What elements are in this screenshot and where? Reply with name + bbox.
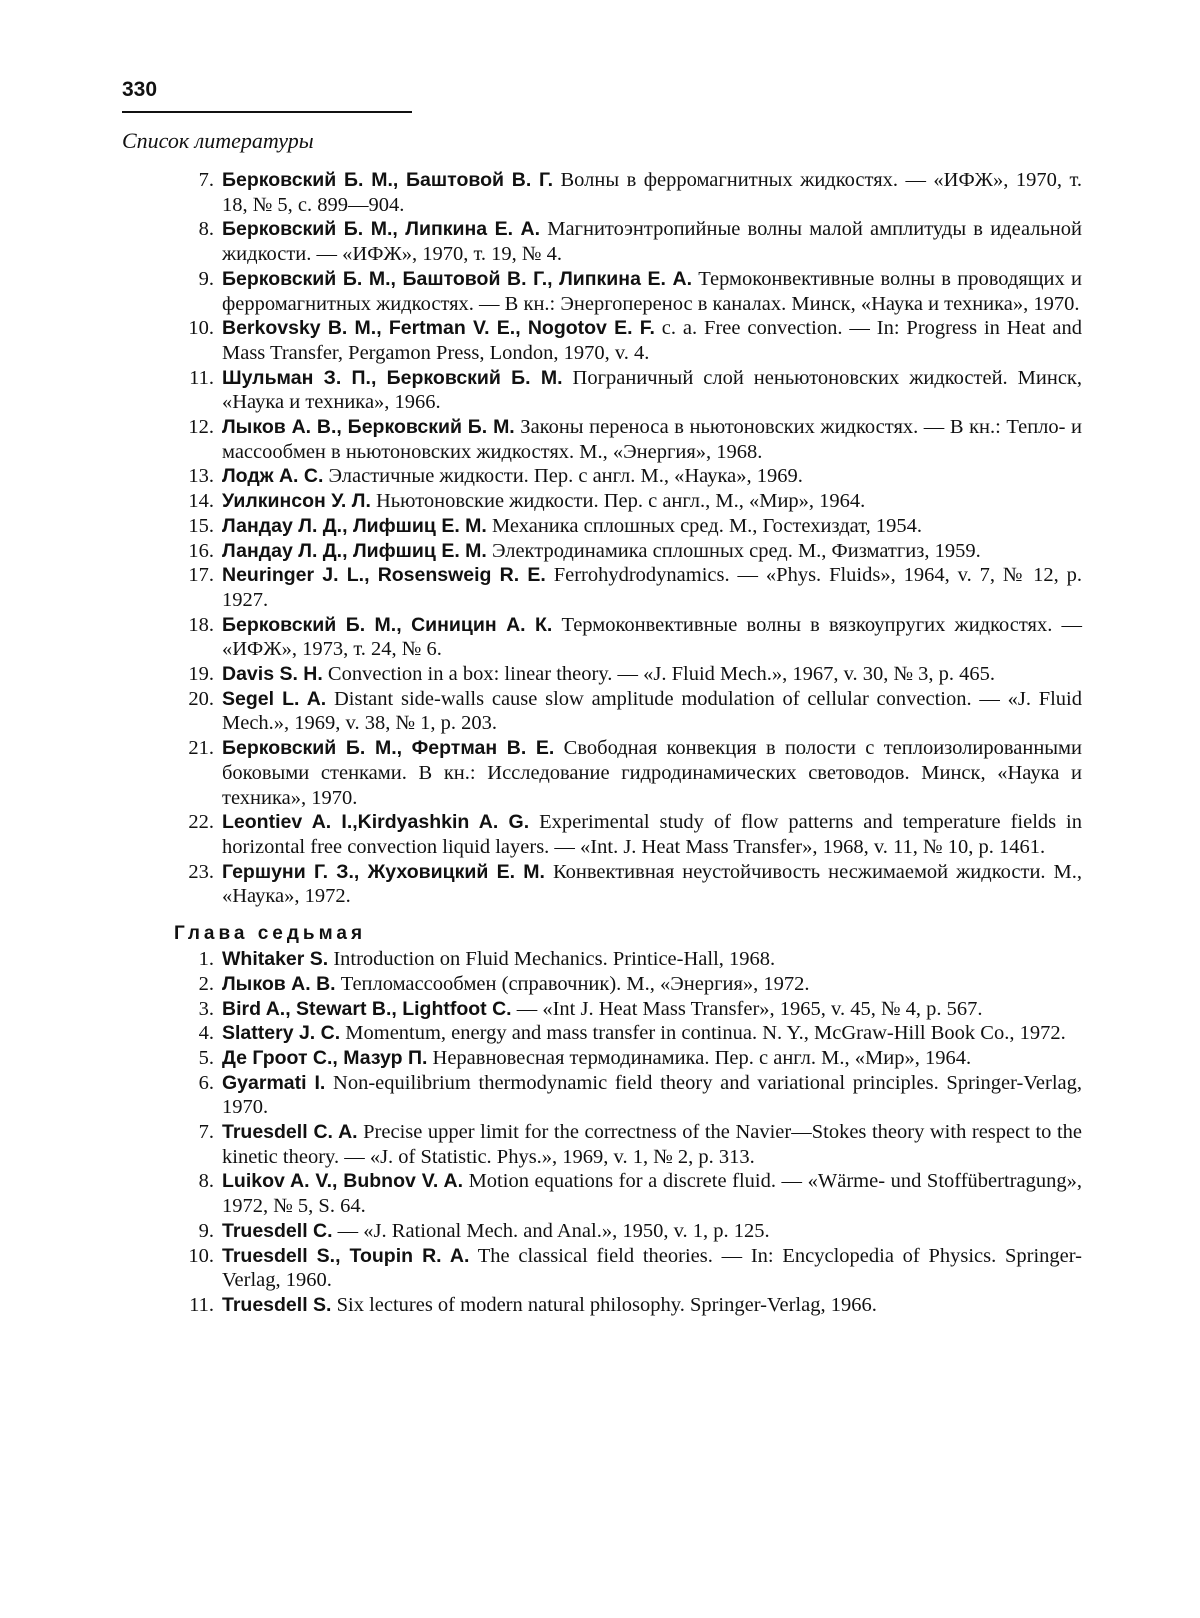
reference-number: 11. [189,366,214,389]
header-rule [122,111,412,113]
chapter-heading: Глава седьмая [174,923,367,945]
reference-number: 7. [198,169,214,191]
reference-item [122,662,1082,687]
reference-item [122,687,1082,736]
reference-authors: Лодж А. С. [222,465,324,488]
reference-item [122,613,1082,662]
reference-text: Термоконвективные волны в вязкоупругих жидкостях. — «ИФЖ», 1973, т. 24, № 6. [222,613,1082,661]
reference-authors: Лыков А. В. [222,972,336,995]
reference-text: Механика сплошных сред. М., Гостехиздат, 1954. [491,514,922,537]
reference-item [122,997,1082,1022]
reference-item [122,563,1082,612]
reference-authors: Уилкинсон У. Л. [222,490,371,513]
reference-authors: Лыков А. В., Берковский Б. М. [222,416,515,439]
reference-number: 8. [198,1170,214,1193]
reference-number: 6. [198,1071,214,1094]
reference-item [122,736,1082,810]
reference-authors: Шульман З. П., Берковский Б. М. [222,366,563,389]
reference-text: Motion equations for a discrete fluid. — «Wärme- und Stoffübertragung», 1972, № 5, S. 64. [222,1170,1082,1218]
reference-number: 13. [188,465,214,488]
reference-text: Неравновесная термодинамика. Пер. с англ. М., «Мир», 1964. [432,1046,972,1069]
reference-text: Experimental study of flow patterns and temperature fields in horizontal free convection liquid layers. — «Int. J. Heat Mass Transfer», 1968, v. 11, № 10, p. 1461. [222,811,1083,858]
references [122,168,1082,1318]
reference-number: 2. [198,972,214,995]
reference-authors: Gyarmati I. [222,1071,326,1094]
reference-number: 20. [188,687,214,710]
reference-text: Электродинамика сплошных сред. М., Физматгиз, 1959. [491,539,981,562]
reference-item [122,1071,1082,1120]
reference-item [122,514,1082,539]
reference-authors: Whitaker S. [222,948,329,971]
reference-number: 10. [188,317,214,340]
reference-item [122,415,1082,464]
reference-item [122,539,1082,564]
reference-authors: Ландау Л. Д., Лифшиц Е. М. [222,539,487,562]
reference-item [122,860,1082,909]
reference-authors: Берковский Б. М., Баштовой В. Г. [222,169,554,191]
reference-text: Momentum, energy and mass transfer in continua. N. Y., McGraw-Hill Book Co., 1972. [345,1022,1066,1045]
reference-number: 9. [198,1219,214,1242]
reference-number: 19. [188,663,214,686]
reference-item [122,267,1082,316]
reference-item [122,810,1082,859]
reference-text: Волны в ферромагнитных жидкостях. — «ИФЖ», 1970, т. 18, № 5, с. 899—904. [222,169,1083,216]
reference-text: Конвективная неустойчивость несжимаемой жидкости. М., «Наука», 1972. [222,860,1083,908]
reference-list-chapter-seven [122,947,1082,1318]
reference-item [122,489,1082,514]
reference-text: Ferrohydrodynamics. — «Phys. Fluids», 1964, v. 7, № 12, p. 1927. [222,564,1083,611]
reference-text: Термоконвективные волны в проводящих и ферромагнитных жидкостях. — В кн.: Энергоперенос в каналах. Минск, «Наука и техника», 1970. [222,267,1083,315]
reference-number: 14. [188,490,214,513]
reference-authors: Leontiev A. I.,Kirdyashkin A. G. [222,811,530,834]
reference-item [122,1021,1082,1046]
reference-item [122,1219,1082,1244]
reference-authors: Берковский Б. М., Фертман В. Е. [222,737,555,760]
reference-authors: Truesdell C. [222,1219,333,1242]
reference-authors: Truesdell S. [222,1293,332,1316]
reference-authors: Segel L. A. [222,687,327,710]
reference-text: Пограничный слой неньютоновских жидкостей. Минск, «Наука и техника», 1966. [222,366,1083,414]
reference-authors: Berkovsky B. M., Fertman V. E., Nogotov E. F. [222,317,655,340]
reference-item [122,1046,1082,1071]
reference-authors: Neuringer J. L., Rosensweig R. E. [222,564,546,587]
reference-authors: Берковский Б. М., Синицин А. К. [222,613,553,636]
reference-number: 12. [188,416,214,439]
reference-item [122,168,1082,217]
reference-text: Convection in a box: linear theory. — «J. Fluid Mech.», 1967, v. 30, № 3, p. 465. [327,663,996,686]
reference-text: c. a. Free convection. — In: Progress in Heat and Mass Transfer, Pergamon Press, London, 1970, v. 4. [222,317,1083,364]
reference-item [122,1293,1082,1318]
reference-number: 21. [188,737,214,760]
reference-item [122,217,1082,266]
reference-item [122,1120,1082,1169]
reference-authors: Ландау Л. Д., Лифшиц Е. М. [222,514,487,537]
reference-authors: Bird A., Stewart B., Lightfoot C. [222,997,512,1020]
reference-text: Законы переноса в ньютоновских жидкостях. — В кн.: Тепло- и массообмен в ньютоновских жидкостях. М., «Энергия», 1968. [222,416,1083,463]
reference-authors: Truesdell S., Toupin R. A. [222,1244,470,1267]
reference-text: Distant side-walls cause slow amplitude modulation of cellular convection. — «J. Fluid Mech.», 1969, v. 38, № 1, p. 203. [222,687,1083,735]
reference-text: Introduction on Fluid Mechanics. Printice-Hall, 1968. [333,948,776,971]
reference-text: Precise upper limit for the correctness of the Navier—Stokes theory with respect to the kinetic theory. — «J. of Statistic. Phys.», 1969, v. 1, № 2, p. 313. [222,1121,1083,1168]
reference-number: 23. [188,860,214,883]
reference-number: 5. [198,1046,214,1069]
reference-number: 9. [198,267,214,290]
reference-item [122,464,1082,489]
reference-number: 10. [188,1244,214,1267]
reference-number: 3. [198,997,214,1020]
reference-item [122,316,1082,365]
reference-text: — «J. Rational Mech. and Anal.», 1950, v. 1, p. 125. [337,1219,770,1242]
reference-authors: Берковский Б. М., Липкина Е. А. [222,218,541,241]
reference-text: Магнитоэнтропийные волны малой амплитуды в идеальной жидкости. — «ИФЖ», 1970, т. 19, № 4. [222,218,1082,266]
reference-authors: Де Гроот С., Мазур П. [222,1046,428,1069]
reference-number: 17. [188,564,214,587]
reference-number: 18. [188,613,214,636]
reference-authors: Truesdell C. A. [222,1121,358,1144]
reference-text: Свободная конвекция в полости с теплоизолированными боковыми стенками. В кн.: Исследование гидродинамических световодов. Минск, «Наука и техника», 1970. [222,737,1083,809]
reference-authors: Slattery J. C. [222,1022,341,1045]
running-head: Список литературы [122,128,314,153]
reference-number: 8. [198,218,214,241]
reference-text: Ньютоновские жидкости. Пер. с англ., М., «Мир», 1964. [376,490,866,513]
reference-number: 16. [188,539,214,562]
page-number: 330 [122,78,158,101]
reference-list [122,168,1082,909]
reference-authors: Luikov A. V., Bubnov V. A. [222,1170,463,1193]
reference-authors: Davis S. H. [222,663,323,686]
reference-item [122,1169,1082,1218]
reference-number: 11. [189,1293,214,1316]
reference-item [122,972,1082,997]
reference-number: 4. [198,1022,214,1045]
reference-number: 22. [188,811,214,834]
reference-number: 1. [198,948,214,971]
reference-number: 15. [188,514,214,537]
reference-item [122,1244,1082,1293]
reference-number: 7. [198,1121,214,1144]
reference-item [122,947,1082,972]
reference-text: Эластичные жидкости. Пер. с англ. М., «Наука», 1969. [328,465,803,488]
reference-authors: Гершуни Г. З., Жуховицкий Е. М. [222,860,545,883]
reference-item [122,366,1082,415]
reference-text: Six lectures of modern natural philosophy. Springer-Verlag, 1966. [336,1293,877,1316]
reference-text: The classical field theories. — In: Encyclopedia of Physics. Springer-Verlag, 1960. [222,1244,1082,1292]
reference-text: — «Int J. Heat Mass Transfer», 1965, v. 45, № 4, p. 567. [516,997,983,1020]
reference-text: Тепломассообмен (справочник). М., «Энергия», 1972. [340,972,810,995]
reference-authors: Берковский Б. М., Баштовой В. Г., Липкина Е. А. [222,267,692,290]
reference-text: Non-equilibrium thermodynamic field theory and variational principles. Springer-Verlag, 1970. [222,1071,1083,1119]
